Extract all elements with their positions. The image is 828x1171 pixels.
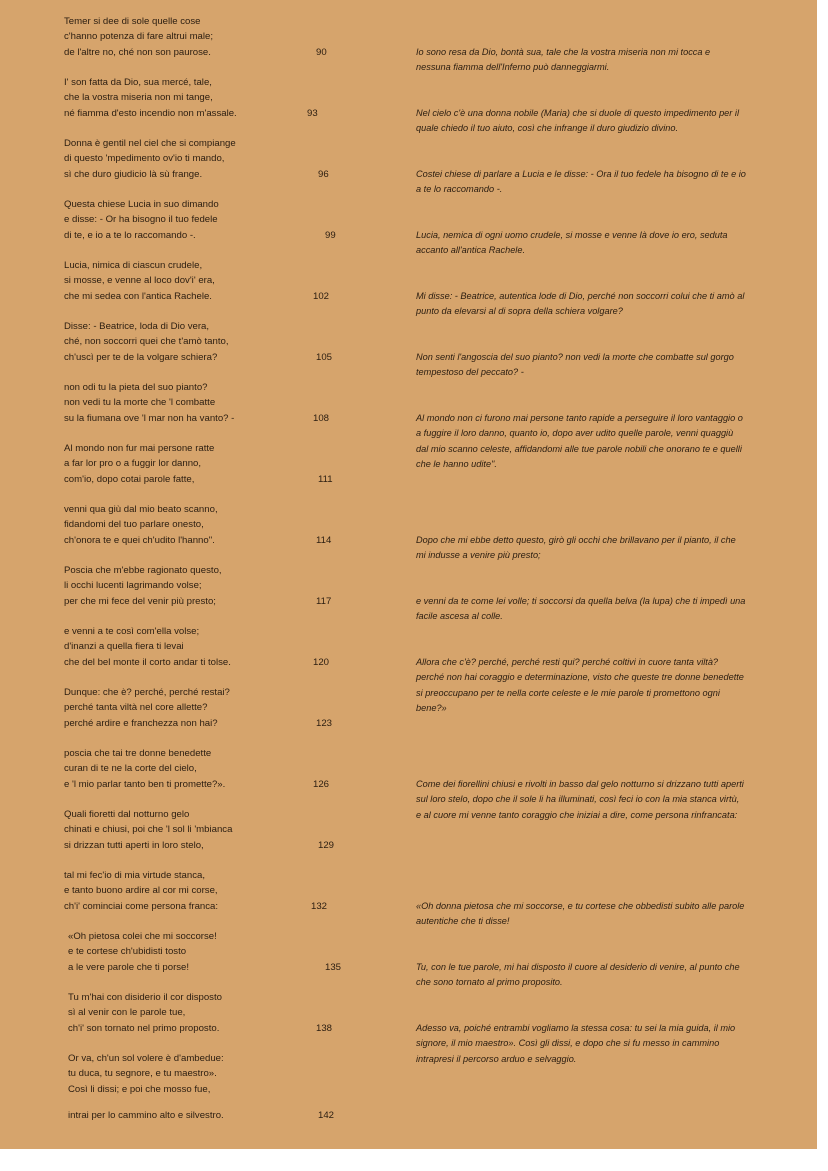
prose-translation: e venni da te come lei volle; ti soccorsi da quella belva (la lupa) che ti impedì una facile ascesa al colle.: [416, 596, 746, 622]
verse-line: «Oh pietosa colei che mi soccorse!: [68, 931, 217, 942]
verse-line: Temer si dee di sole quelle cose: [64, 16, 201, 27]
verse-line: sì che duro giudicio là sù frange.: [64, 168, 203, 180]
line-number: 90: [316, 47, 327, 58]
line-number: 102: [313, 291, 330, 302]
verse-line: non odi tu la pieta del suo pianto?: [64, 382, 208, 393]
line-number: 117: [316, 596, 332, 607]
verse-line: si drizzan tutti aperti in loro stelo,: [64, 839, 204, 851]
verse-line: c'hanno potenza di fare altrui male;: [64, 31, 214, 43]
verse-line: su la fiumana ove 'l mar non ha vanto? -: [64, 412, 235, 424]
verse-line: di questo 'mpedimento ov'io ti mando,: [64, 153, 225, 165]
verse-line: curan di te ne la corte del cielo,: [64, 763, 197, 775]
stanza: [64, 197, 294, 243]
stanza: [64, 258, 294, 304]
verse-line: e disse: - Or ha bisogno il tuo fedele: [64, 214, 218, 226]
verse-line: che mi sedea con l'antica Rachele.: [64, 290, 212, 302]
stanza: [64, 563, 294, 609]
verse-line: e te cortese ch'ubidisti tosto: [68, 946, 187, 958]
verse-line: chinati e chiusi, poi che 'l sol li 'mbianca: [64, 824, 233, 836]
verse-line: ch'uscì per te de la volgare schiera?: [64, 351, 218, 363]
stanza: [64, 75, 294, 121]
verse-line: perché tanta viltà nel core allette?: [64, 702, 208, 714]
verse-line: ché, non soccorri quei che t'amò tanto,: [64, 336, 229, 348]
verse-line: e tanto buono ardire al cor mi corse,: [64, 885, 218, 897]
verse-line: Disse: - Beatrice, loda di Dio vera,: [64, 321, 210, 332]
stanza: [64, 441, 294, 487]
verse-line: ch'i' son tornato nel primo proposto.: [68, 1022, 220, 1034]
stanza: [64, 14, 294, 60]
prose-translation: Nel cielo c'è una donna nobile (Maria) che si duole di questo impedimento per il quale chiedo il tuo aiuto, così che infrange il duro giudizio divino.: [416, 108, 739, 134]
line-number: 105: [316, 352, 333, 363]
verse-line: Così li dissi; e poi che mosso fue,: [68, 1083, 211, 1095]
prose-translation: Tu, con le tue parole, mi hai disposto il cuore al desiderio di venire, al punto che che sono tornato al primo proposito.: [416, 962, 740, 988]
verse-line: Quali fioretti dal notturno gelo: [64, 809, 190, 820]
verse-line: li occhi lucenti lagrimando volse;: [64, 580, 202, 592]
stanza: [68, 929, 298, 975]
line-number: 99: [325, 230, 336, 241]
line-number: 135: [325, 962, 342, 973]
verse-line: che del bel monte il corto andar ti tolse.: [64, 656, 231, 668]
prose-translation: Al mondo non ci furono mai persone tanto rapide a perseguire il loro vantaggio o a fuggire il loro danno, quanto io, dopo aver udito quelle parole, venni quaggiù dal mio scanno celeste, affidandomi alle tue parole nobili che onorano te e quelli che le hanno udite".: [416, 413, 743, 470]
verse-line: si mosse, e venne al loco dov'i' era,: [64, 275, 215, 287]
stanza: [64, 319, 294, 365]
line-number: 93: [307, 108, 318, 119]
verse-line: com'io, dopo cotai parole fatte,: [64, 473, 195, 485]
prose-translation: «Oh donna pietosa che mi soccorse, e tu cortese che obbedisti subito alle parole autentiche che ti disse!: [416, 901, 745, 927]
verse-line: e venni a te così com'ella volse;: [64, 626, 200, 637]
verse-line: poscia che tai tre donne benedette: [64, 748, 212, 759]
line-number: 138: [316, 1023, 333, 1034]
verse-line: Or va, ch'un sol volere è d'ambedue:: [68, 1053, 224, 1064]
verse-line: I' son fatta da Dio, sua mercé, tale,: [64, 77, 212, 88]
line-number: 111: [318, 474, 333, 485]
prose-translation: Non senti l'angoscia del suo pianto? non vedi la morte che combatte sul gorgo tempestoso del peccato? -: [416, 352, 734, 378]
line-number: 120: [313, 657, 330, 668]
verse-line: e 'l mio parlar tanto ben ti promette?».: [64, 778, 226, 790]
verse-line: per che mi fece del venir più presto;: [64, 595, 216, 607]
verse-line: intrai per lo cammino alto e silvestro.: [68, 1110, 224, 1121]
stanza: [64, 807, 294, 853]
verse-line: a far lor pro o a fuggir lor danno,: [64, 458, 202, 470]
line-number: 114: [316, 535, 332, 546]
stanza: [64, 380, 294, 426]
verse-line: Tu m'hai con disiderio il cor disposto: [68, 992, 222, 1003]
stanza: [64, 746, 294, 792]
verse-line: Al mondo non fur mai persone ratte: [64, 443, 215, 454]
line-number: 96: [318, 169, 329, 180]
verse-line: a le vere parole che ti porse!: [68, 961, 190, 973]
stanza: [64, 624, 294, 670]
verse-line: Questa chiese Lucia in suo dimando: [64, 199, 219, 210]
stanza: [64, 685, 294, 731]
stanza: [68, 1108, 298, 1123]
verse-line: de l'altre no, ché non son paurose.: [64, 46, 211, 58]
stanza: [64, 136, 294, 182]
verse-line: perché ardire e franchezza non hai?: [64, 717, 218, 729]
verse-line: venni qua giù dal mio beato scanno,: [64, 504, 218, 515]
verse-line: Dunque: che è? perché, perché restai?: [64, 687, 230, 698]
line-number: 142: [318, 1110, 335, 1121]
line-number: 108: [313, 413, 330, 424]
verse-line: Poscia che m'ebbe ragionato questo,: [64, 565, 222, 576]
prose-translation: Io sono resa da Dio, bontà sua, tale che la vostra miseria non mi tocca e nessuna fiamma dell'Inferno può danneggiarmi.: [416, 47, 711, 73]
verse-line: fidandomi del tuo parlare onesto,: [64, 519, 204, 531]
verse-line: tal mi fec'io di mia virtude stanca,: [64, 870, 205, 881]
stanza: [64, 502, 294, 548]
verse-line: che la vostra miseria non mi tange,: [64, 92, 213, 104]
verse-line: di te, e io a te lo raccomando -.: [64, 229, 196, 241]
verse-line: non vedi tu la morte che 'l combatte: [64, 397, 216, 409]
verse-line: Lucia, nimica di ciascun crudele,: [64, 260, 203, 271]
prose-translation: Mi disse: - Beatrice, autentica lode di Dio, perché non soccorri colui che ti amò al punto da elevarsi al di sopra della schiera volgare?: [416, 291, 745, 317]
line-number: 129: [318, 840, 335, 851]
verse-line: Donna è gentil nel ciel che si compiange: [64, 138, 236, 149]
verse-line: d'inanzi a quella fiera ti levai: [64, 641, 184, 653]
stanza: [68, 1051, 298, 1097]
verse-line: ch'onora te e quei ch'udito l'hanno".: [64, 534, 215, 546]
prose-translation: Come dei fiorellini chiusi e rivolti in basso dal gelo notturno si drizzano tutti aperti sul loro stelo, dopo che il sole li ha illuminati, così feci io con la mia stanca virtù, e al cuore mi venne tanto coraggio che iniziai a dire, come persona rinfrancata:: [416, 779, 744, 820]
stanza: [68, 990, 298, 1036]
prose-translation: Dopo che mi ebbe detto questo, girò gli occhi che brillavano per il pianto, il che mi indusse a venire più presto;: [416, 535, 736, 561]
prose-translation: Lucia, nemica di ogni uomo crudele, si mosse e venne là dove io ero, seduta accanto all'antica Rachele.: [416, 230, 728, 256]
prose-translation: Adesso va, poiché entrambi vogliamo la stessa cosa: tu sei la mia guida, il mio signore, il mio maestro». Così gli dissi, e dopo che si fu messo in cammino intrapresi il percorso arduo e selvaggio.: [416, 1023, 736, 1064]
line-number: 132: [311, 901, 328, 912]
line-number: 126: [313, 779, 330, 790]
line-number: 123: [316, 718, 333, 729]
stanza: [64, 868, 294, 914]
verse-line: sì al venir con le parole tue,: [68, 1007, 186, 1019]
verse-line: ch'i' cominciai come persona franca:: [64, 900, 219, 912]
verse-line: né fiamma d'esto incendio non m'assale.: [64, 107, 237, 119]
prose-translation: Allora che c'è? perché, perché resti qui? perché coltivi in cuore tanta viltà? perché non hai coraggio e determinazione, visto che queste tre donne benedette si preoccupano per te nella corte celeste e le mie parole ti promettono ogni bene?»: [416, 657, 744, 714]
verse-line: tu duca, tu segnore, e tu maestro».: [68, 1068, 217, 1080]
prose-translation: Costei chiese di parlare a Lucia e le disse: - Ora il tuo fedele ha bisogno di te e io a te lo raccomando -.: [416, 169, 746, 195]
